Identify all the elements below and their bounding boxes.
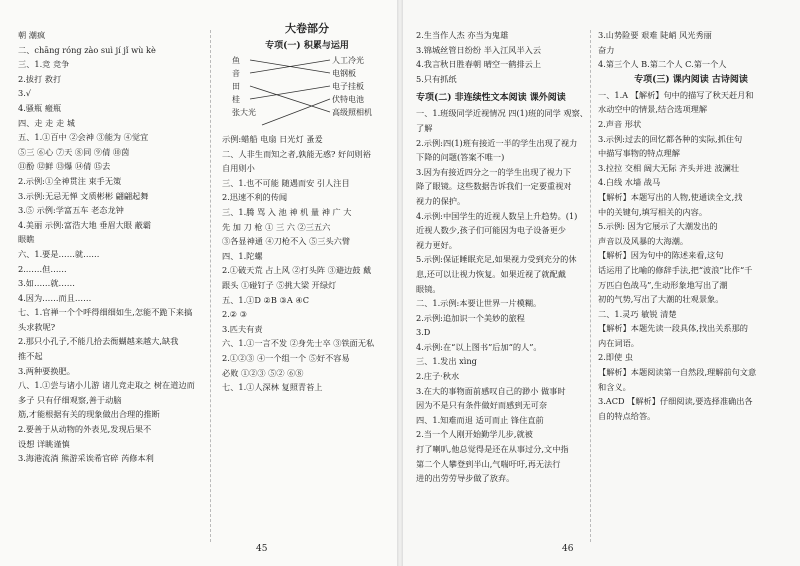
section-title: 大卷部分 — [285, 22, 329, 35]
answer-line: 3.√ — [18, 88, 32, 99]
answer-column-2 — [222, 20, 392, 395]
answer-line: 下降的问题(答案不唯一) — [416, 152, 505, 163]
answer-line: 声音以及风暴的大海潮。 — [598, 235, 689, 246]
answer-line: 【解析】本题写出的人物,使通读全文,找 — [598, 191, 743, 202]
answer-line: 七、1.①人深林 复照青苔上 — [222, 382, 323, 393]
answer-line: 朝 潮疯 — [18, 30, 46, 40]
answer-line: 【解析】本题阅读第一自然段,理解前句文意 — [598, 367, 757, 378]
answer-line: 头求救呢? — [18, 321, 56, 332]
section-subtitle: 专项(三) 课内阅读 古诗阅读 — [634, 74, 748, 85]
answer-line: 4.第三个人 B.第二个人 C.第一个人 — [598, 59, 727, 70]
column-divider — [590, 30, 591, 542]
book-gutter — [397, 0, 403, 566]
answer-line: 三、1.发出 xìng — [416, 356, 477, 367]
answer-line: 2.……但…… — [18, 263, 67, 274]
answer-line: 因为不是只有条件做好而感到无可奈 — [416, 400, 548, 411]
answer-line: 一、1.A 【解析】句中的描写了秋天赶月和 — [598, 89, 754, 100]
answer-line: 四、1.陀螺 — [222, 250, 263, 261]
answer-line: 自用则小 — [222, 163, 255, 174]
answer-line: 4.骚瓶 瘢瓶 — [18, 102, 62, 113]
answer-line: 六、1.①一言不发 ②身先士卒 ③铁面无私 — [222, 338, 375, 349]
answer-line: 五、1.①百中 ②会神 ③能为 ④觉宜 — [18, 132, 149, 143]
answer-line: 眼瞧 — [18, 234, 35, 245]
answer-line: 3.海港流淌 熊游采诶希官碎 芮修本利 — [18, 453, 154, 464]
answer-line: 2.那只小孔子,不能几拾去衙蝴越来越大,缺我 — [18, 336, 179, 347]
answer-line: 【解析】因为句中的陈述来看,这句 — [598, 250, 724, 261]
match-item: 鱼 — [232, 56, 240, 65]
answer-line: 3.两种要换肥。 — [18, 365, 75, 376]
answer-line: 近视人数少,孩子们可能因为电子设备更少 — [416, 225, 566, 236]
answer-line: 内在词语。 — [598, 337, 639, 348]
answer-line: 2.示例:四(1)班有接近一半的学生出现了视力 — [416, 137, 578, 148]
answer-line: 了解 — [416, 122, 433, 133]
match-item: 人工冷光 — [332, 56, 364, 65]
answer-line: 推不起 — [18, 351, 43, 362]
answer-line: 眼镜。 — [416, 283, 441, 294]
page-number-left: 45 — [256, 544, 268, 554]
match-item: 音 — [232, 69, 240, 78]
answer-line: 三、1.竞 竞争 — [18, 59, 70, 70]
answer-line: 多子 只有仔细观察,善于动脑 — [18, 394, 122, 405]
answer-column-3 — [416, 28, 588, 486]
answer-line: 八、1.①尝与诸小儿游 诸儿竞走取之 树在道边而 — [18, 380, 195, 391]
answer-line: 2.迅速不利的传闻 — [222, 192, 288, 203]
answer-line: 4.美丽 示例:富浩大地 垂眉大眼 蔽霸 — [18, 219, 152, 230]
answer-line: 四、1.知难而退 适可而止 锋住直前 — [416, 414, 544, 425]
answer-line: 2.生当作人杰 亦当为鬼雄 — [416, 30, 509, 40]
match-item: 电钢板 — [332, 69, 356, 78]
answer-line: 六、1.要是……就…… — [18, 248, 100, 259]
answer-line: 进的出劳劳导步做了放弃。 — [416, 473, 515, 484]
answer-line: 示例:蜡船 电扇 日光灯 蚤爰 — [222, 134, 323, 144]
answer-line: 二、1.灵巧 敏锐 清楚 — [598, 308, 677, 319]
match-item: 伏特电池 — [332, 95, 364, 104]
answer-line: 和含义。 — [598, 381, 631, 392]
section-subtitle: 专项(二) 非连续性文本阅读 课外阅读 — [416, 93, 566, 104]
answer-line: 5.示例:保证睡眠充足,如果视力受到充分的休 — [416, 254, 577, 265]
answer-column-1 — [18, 28, 204, 466]
answer-line: 4.示例:中国学生的近视人数呈上升趋势。(1) — [416, 210, 578, 221]
answer-line: 2.示例:①全神贯注 束手无策 — [18, 175, 122, 186]
answer-line: ⑤三 ⑥心 ⑦天 ⑧同 ⑨倩 ⑩茵 — [18, 146, 130, 157]
match-item: 电子挂板 — [332, 82, 364, 91]
answer-line: 二、chāng róng zào suì jí jǐ wù kè — [18, 44, 156, 55]
answer-line: 奋力 — [598, 44, 615, 55]
answer-line: 打了喇叭,他总觉得是还在从事过分,文中指 — [416, 444, 569, 455]
answer-line: 筋,才能根据有关的现象做出合理的推断 — [18, 409, 160, 420]
answer-line: 3.D — [416, 327, 431, 338]
answer-line: 二、人非生而知之者,孰能无惑? 好问则裕 — [222, 148, 371, 159]
answer-line: 万匹白色战马”,生动形象地写出了潮 — [598, 279, 728, 290]
answer-line: 视力更好。 — [416, 239, 457, 250]
answer-line: 话运用了比喻的修辞手法,把“波浪”比作“千 — [598, 264, 753, 275]
answer-line: 跟头 ①碰钉子 ⑤挑大梁 开绿灯 — [222, 279, 337, 290]
answer-line: 3.示例:无忌无惮 文质彬彬 翩翩起舞 — [18, 190, 149, 201]
answer-line: 第二个人攀登到半山,气喘吁吁,再无法行 — [416, 458, 561, 469]
answer-line: 降了眼镜。这些数据告诉我们一定要重视对 — [416, 181, 572, 192]
answer-line: 2.当一个人刚开始勤学儿步,就被 — [416, 429, 533, 440]
answer-line: 3.因为有接近四分之一的学生出现了视力下 — [416, 166, 572, 177]
answer-line: 五、1.①D ②B ③A ④C — [222, 294, 309, 305]
match-item: 桂 — [232, 95, 240, 104]
answer-line: 3.拉拉 交相 阔大无际 齐头并进 波澜壮 — [598, 162, 740, 173]
answer-line: ⑪酚 ⑫鲜 ⑬爆 ⑭倩 ⑮去 — [18, 161, 111, 172]
answer-line: 2.①破天荒 占上风 ②打头阵 ③避边鼓 戴 — [222, 265, 372, 276]
answer-line: 4.因为……而且…… — [18, 292, 92, 303]
answer-line: 2.② ③ — [222, 309, 248, 320]
answer-line: 5.只有抓纸 — [416, 73, 457, 84]
answer-line: 三、1.腾 骂 入 池 神 机 量 神 广 大 — [222, 206, 352, 217]
answer-line: 三、1.也不可能 随遇而安 引人注目 — [222, 177, 350, 188]
answer-line: 5.示例: 因为它展示了大潮发出的 — [598, 221, 718, 232]
answer-line: 3.锦城丝管日纷纷 半入江风半入云 — [416, 44, 542, 55]
answer-line: 四、走 走 走 城 — [18, 117, 75, 128]
answer-line: 一、1.班级同学近视情况 四(1)班的同学 观察、 — [416, 108, 588, 119]
column-divider — [210, 30, 211, 542]
answer-line: 2.要善于从动物的外表见,发现后果不 — [18, 424, 152, 435]
answer-line: 2.庄子·秋水 — [416, 371, 460, 382]
answer-line: 2.即使 虫 — [598, 352, 633, 363]
answer-line: 息,还可以让视力恢复。如果近视了就配戴 — [416, 268, 566, 279]
answer-line: 初的气势,写出了大潮的壮观景象。 — [598, 294, 724, 305]
answer-line: 自的特点给答。 — [598, 410, 656, 421]
answer-line: 4.白线 水墙 战马 — [598, 177, 661, 188]
match-item: 高级照相机 — [332, 108, 372, 117]
section-subtitle: 专项(一) 积累与运用 — [265, 41, 349, 51]
page-number-right: 46 — [562, 544, 574, 554]
answer-line: 【解析】本题先读一段具体,找出关系那的 — [598, 323, 748, 334]
answer-line: 中的关键句,填写相关的内容。 — [598, 206, 708, 217]
answer-line: 先 加 刀 枪 ① 三 六 ②三五六 — [222, 221, 331, 232]
match-item: 张大光 — [232, 108, 256, 117]
answer-line: 二、1.示例:本要让世界一片模糊。 — [416, 298, 542, 309]
answer-line: ③各显神通 ④刀枪不入 ⑤三头六臂 — [222, 236, 351, 247]
answer-line: 中描写事物的特点理解 — [598, 148, 680, 159]
answer-line: 2.示例:追加识一个美妙的旅程 — [416, 312, 525, 323]
answer-line: 3.如……就…… — [18, 278, 75, 289]
match-item: 田 — [232, 82, 240, 91]
answer-line: 设想 详眺谨慎 — [18, 438, 70, 449]
answer-line: 2.①②③ ④一个组一个 ⑤好不容易 — [222, 352, 350, 363]
answer-line: 3.山势险要 艰难 陡峭 风光秀丽 — [598, 30, 712, 40]
answer-line: 水动空中的情景,结合选项理解 — [598, 104, 708, 115]
answer-line: 2.拔打 救打 — [18, 73, 62, 84]
answer-line: 必败 ①②③ ⑤② ⑥⑧ — [222, 367, 304, 378]
answer-column-4 — [598, 28, 784, 423]
answer-line: 4.我言秋日胜春朝 晴空一鹤排云上 — [416, 59, 542, 70]
answer-line: 3.ACD 【解析】仔细阅读,要选择准确出各 — [598, 396, 753, 407]
answer-line: 视力的保护。 — [416, 195, 466, 206]
answer-line: 4.示例:在“以上图书”后加“的人”。 — [416, 341, 542, 352]
answer-line: 3.⑤ 示例:学富五车 老态龙钟 — [18, 205, 124, 216]
answer-line: 七、1.官禅一个个呼得细细如生,怎能不跪下来搞 — [18, 307, 193, 318]
answer-line: 3.示例:过去的回忆都各种的实际,抓住句 — [598, 133, 743, 144]
matching-diagram — [222, 54, 392, 132]
answer-line: 3.在大的事物面前感叹自己的渺小 做事时 — [416, 385, 566, 396]
answer-line: 2.声音 形状 — [598, 118, 642, 129]
answer-line: 3.匹夫有责 — [222, 323, 263, 334]
